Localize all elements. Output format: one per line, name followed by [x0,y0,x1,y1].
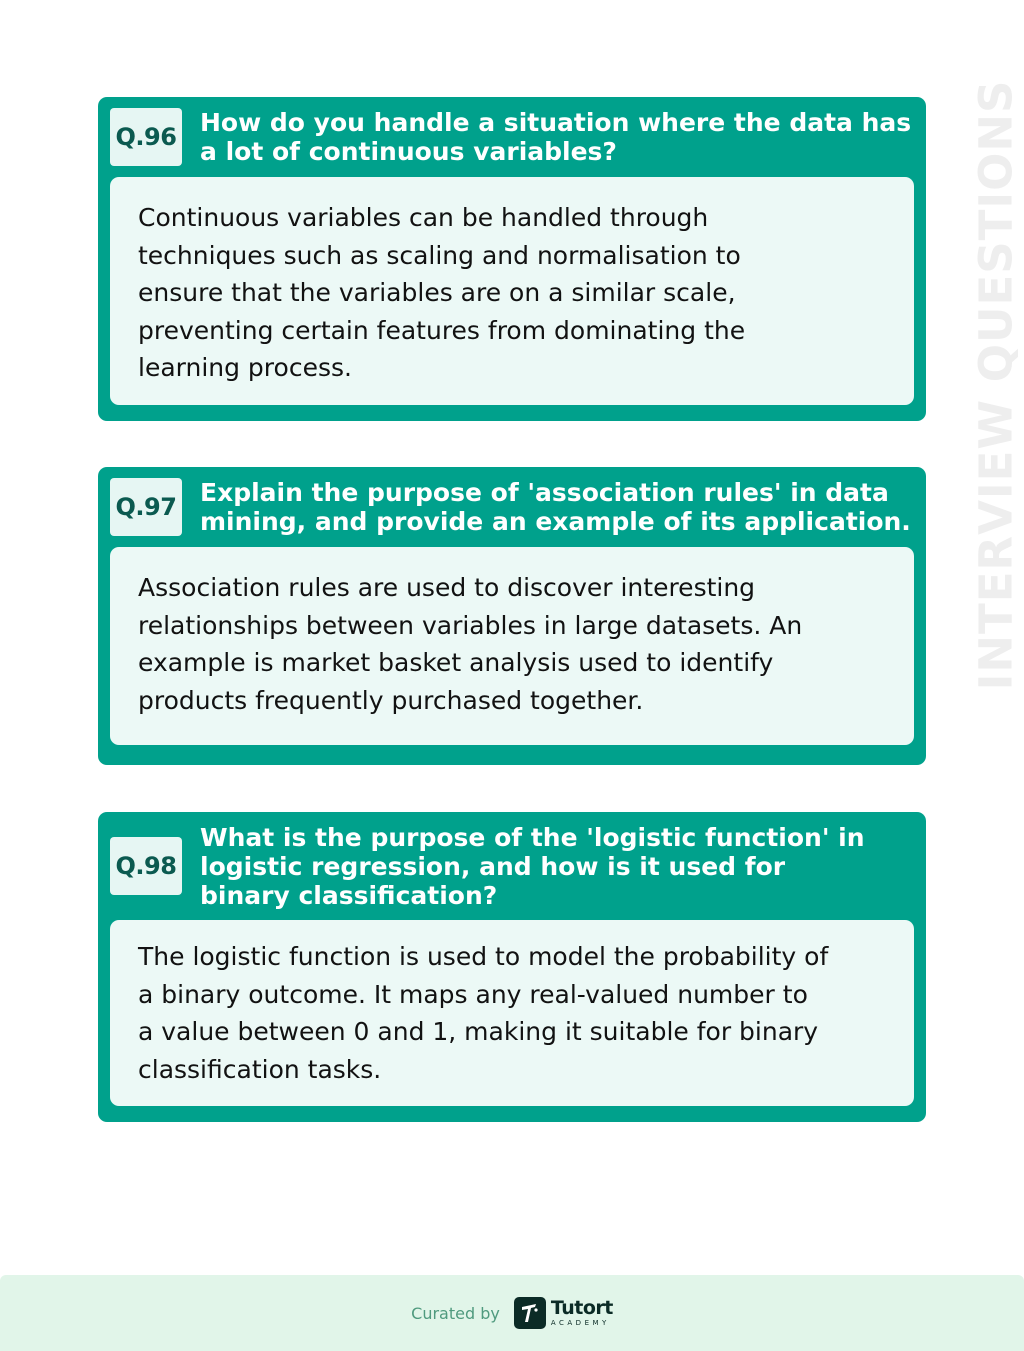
qa-card-98 [98,812,926,1122]
qa-card-97 [98,467,926,765]
question-line: Explain the purpose of 'association rules' in data [200,478,889,507]
answer-line: example is market basket analysis used to identify [138,648,774,677]
answer-line: a binary outcome. It maps any real-valued number to [138,979,808,1009]
curated-by-text: Curated by [411,1303,500,1323]
answer-line: a value between 0 and 1, making it suitable for binary [138,1017,819,1046]
question-header [110,467,914,547]
question-line: logistic regression, and how is it used for [200,851,786,881]
answer-text [138,938,888,1088]
question-number-badge: Q.96 [110,108,182,166]
footer [0,1275,1024,1351]
side-label: INTERVIEW QUESTIONS [969,79,1023,691]
question-text [200,108,911,166]
question-line: a lot of continuous variables? [200,137,617,166]
answer-line: classification tasks. [138,1054,382,1084]
answer-box [110,920,914,1106]
answer-line: Continuous variables can be handled through [138,203,709,232]
question-header [110,812,914,920]
answer-text [138,569,888,719]
brand-wordmark [551,1299,613,1327]
question-header [110,97,914,177]
answer-line: techniques such as scaling and normalisation to [138,240,741,270]
question-number-badge: Q.98 [110,837,182,895]
answer-line: Association rules are used to discover interesting [138,573,756,602]
qa-card-96 [98,97,926,421]
question-number-badge: Q.97 [110,478,182,536]
tutort-logo-mark [519,1301,541,1325]
answer-line: products frequently purchased together. [138,685,644,715]
brand-sub: ACADEMY [550,1319,610,1327]
question-line: binary classification? [200,880,498,910]
tutort-logo-icon [514,1297,546,1329]
answer-box [110,177,914,405]
answer-line: learning process. [138,353,352,382]
question-text [200,478,911,536]
answer-line: preventing certain features from dominating the [138,315,746,345]
question-line: What is the purpose of the 'logistic function' in [200,822,865,852]
question-line: How do you handle a situation where the data has [200,108,912,137]
answer-line: ensure that the variables are on a similar scale, [138,278,736,307]
answer-box [110,547,914,745]
answer-line: The logistic function is used to model the probability of [138,942,829,971]
answer-line: relationships between variables in large datasets. An [138,610,803,640]
question-line: mining, and provide an example of its application. [200,507,911,536]
question-text [200,823,865,910]
answer-text [138,199,888,387]
brand-name: Tutort [550,1297,613,1319]
